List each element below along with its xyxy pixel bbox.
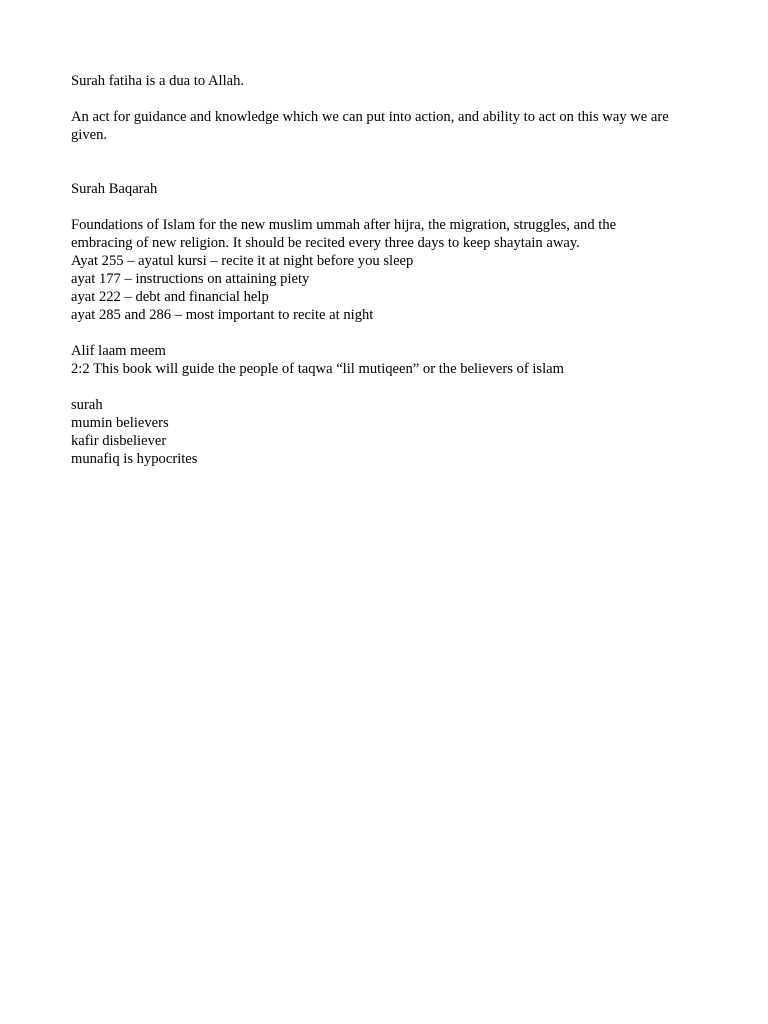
document-page bbox=[71, 72, 697, 468]
verse-2-2: 2:2 This book will guide the people of taqwa “lil mutiqeen” or the believers of islam bbox=[71, 361, 564, 377]
term-line: munafiq is hypocrites bbox=[71, 451, 198, 467]
ayat-line: ayat 222 – debt and financial help bbox=[71, 289, 269, 305]
spacer bbox=[71, 324, 697, 342]
ayat-line: ayat 177 – instructions on attaining piety bbox=[71, 271, 310, 287]
term-line: mumin believers bbox=[71, 415, 169, 431]
paragraph-foundations-line-2: embracing of new religion. It should be recited every three days to keep shaytain away. bbox=[71, 235, 580, 251]
paragraph-foundations-line-1: Foundations of Islam for the new muslim ummah after hijra, the migration, struggles, and the bbox=[71, 217, 617, 233]
spacer bbox=[71, 144, 697, 180]
term-line: surah bbox=[71, 397, 103, 413]
spacer bbox=[71, 378, 697, 396]
spacer bbox=[71, 90, 697, 108]
alif-laam-meem: Alif laam meem bbox=[71, 343, 166, 359]
paragraph-guidance: An act for guidance and knowledge which we can put into action, and ability to act on this way we are given. bbox=[71, 109, 669, 143]
heading-surah-baqarah: Surah Baqarah bbox=[71, 181, 158, 197]
spacer bbox=[71, 198, 697, 216]
ayat-line: Ayat 255 – ayatul kursi – recite it at night before you sleep bbox=[71, 253, 414, 269]
term-line: kafir disbeliever bbox=[71, 433, 167, 449]
paragraph-fatiha: Surah fatiha is a dua to Allah. bbox=[71, 73, 245, 89]
ayat-line: ayat 285 and 286 – most important to recite at night bbox=[71, 307, 374, 323]
